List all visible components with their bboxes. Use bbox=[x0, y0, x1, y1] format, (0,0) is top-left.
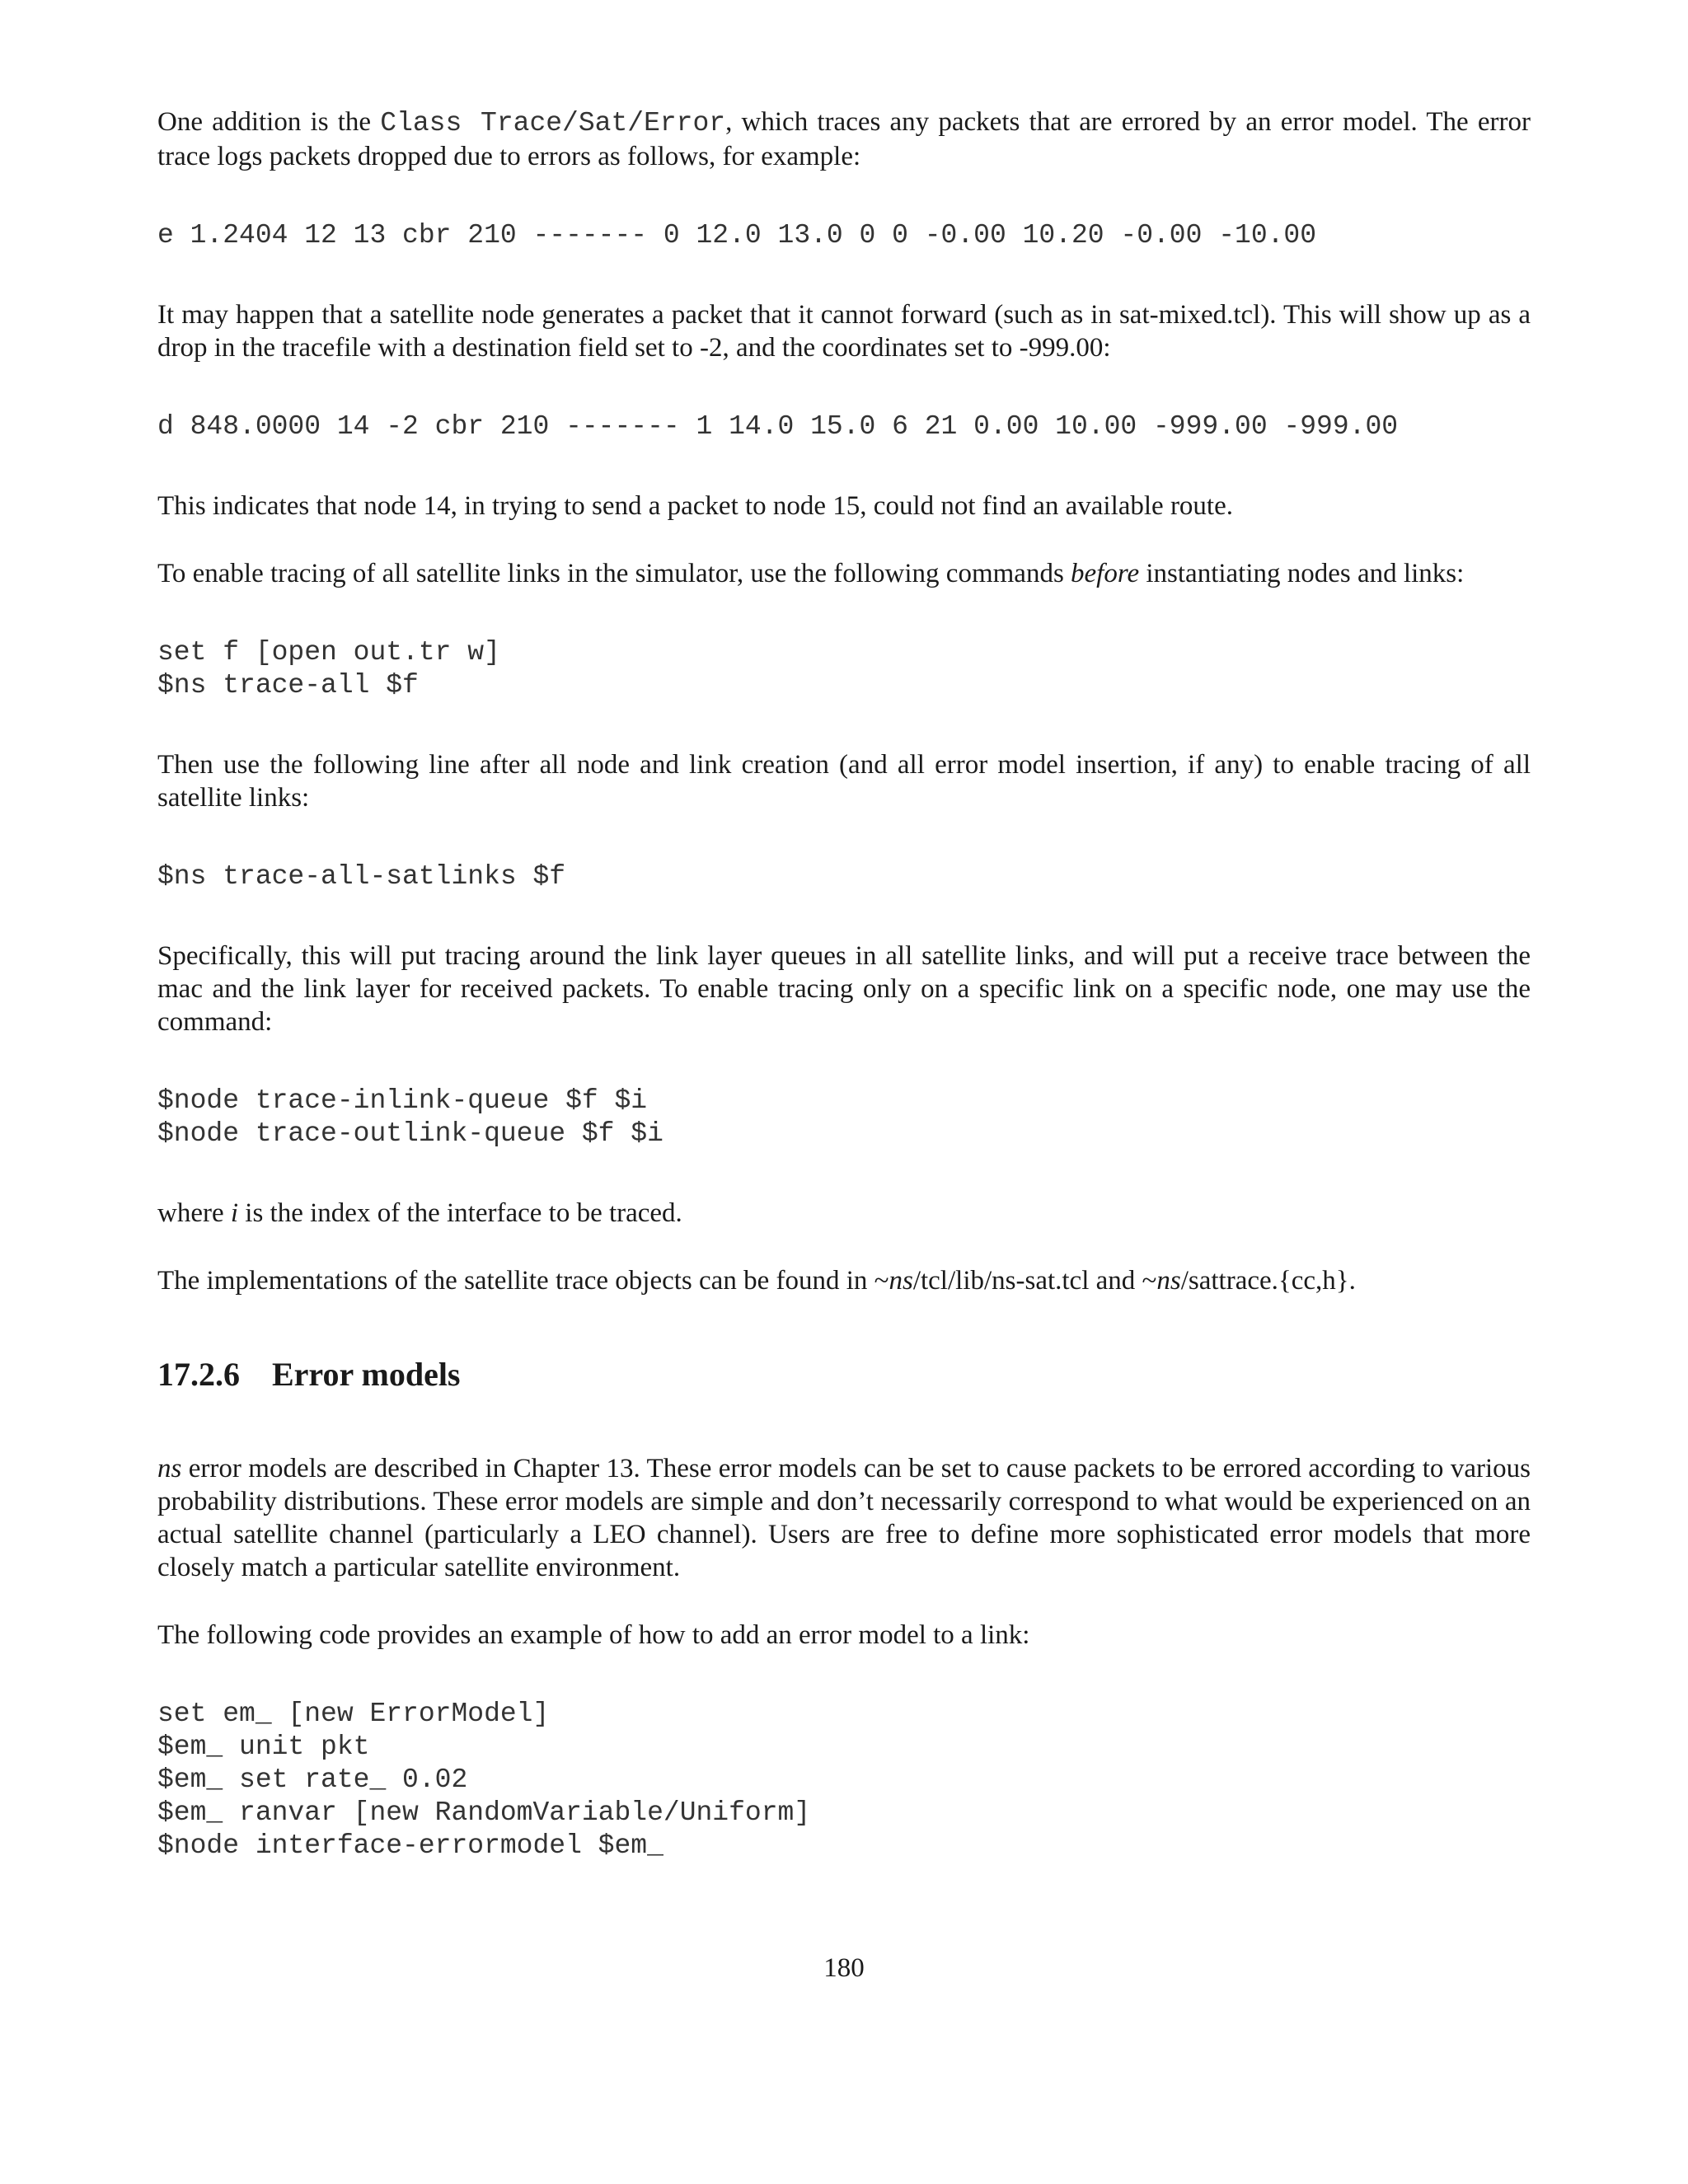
paragraph-drop-trace: It may happen that a satellite node generates a packet that it cannot forward (such as in sat-mixed.tcl). This will show up as a drop in the tracefile with a destination field set to -2, and the coordinates set to -999.00: bbox=[157, 300, 1531, 363]
code-block-open-trace: set f [open out.tr w] $ns trace-all $f bbox=[157, 637, 500, 701]
code-block-error-model-example: set em_ [new ErrorModel] $em_ unit pkt $em_ set rate_ 0.02 $em_ ranvar [new RandomVariable/Uniform] $node interface-errormodel $em_ bbox=[157, 1699, 811, 1861]
paragraph-error-trace-intro: One addition is the Class Trace/Sat/Error, which traces any packets that are errored by an error model. The error trace logs packets dropped due to errors as follows, for example: bbox=[157, 107, 1531, 171]
inline-code-class-trace-sat-error: Class Trace/Sat/Error bbox=[380, 108, 726, 138]
code-block-drop-trace-example: d 848.0000 14 -2 cbr 210 ------- 1 14.0 15.0 6 21 0.00 10.00 -999.00 -999.00 bbox=[157, 411, 1399, 442]
paragraph-enable-tracing: To enable tracing of all satellite links in the simulator, use the following commands before instantiating nodes and links: bbox=[157, 559, 1465, 588]
document-page bbox=[157, 105, 1531, 1863]
code-block-error-trace-example: e 1.2404 12 13 cbr 210 ------- 0 12.0 13.0 0 0 -0.00 10.20 -0.00 -10.00 bbox=[157, 220, 1317, 251]
section-number: 17.2.6 bbox=[157, 1356, 240, 1393]
paragraph-interface-index: where i is the index of the interface to be traced. bbox=[157, 1198, 682, 1228]
paragraph-no-route: This indicates that node 14, in trying to send a packet to node 15, could not find an available route. bbox=[157, 491, 1233, 521]
paragraph-specific-link-tracing: Specifically, this will put tracing around the link layer queues in all satellite links, and will put a receive trace between the mac and the link layer for received packets. To enable tracing only on a specific link on a specific node, one may use the command: bbox=[157, 941, 1531, 1037]
code-block-trace-all-satlinks: $ns trace-all-satlinks $f bbox=[157, 861, 566, 892]
paragraph-error-models-description: ns error models are described in Chapter 13. These error models can be set to cause packets to be errored according to various probability distributions. These error models are simple and don’t necessarily correspond to what would be experienced on an actual satellite channel (particularly a LEO channel). Users are free to define more sophisticated error models that more closely match a particular satellite environment. bbox=[157, 1454, 1531, 1582]
section-heading-error-models bbox=[157, 1355, 1531, 1394]
code-block-link-queue-trace: $node trace-inlink-queue $f $i $node trace-outlink-queue $f $i bbox=[157, 1085, 663, 1149]
paragraph-trace-all-satlinks: Then use the following line after all node and link creation (and all error model insertion, if any) to enable tracing of all satellite links: bbox=[157, 750, 1531, 813]
paragraph-implementation-location: The implementations of the satellite trace objects can be found in ~ns/tcl/lib/ns-sat.tcl and ~ns/sattrace.{cc,h}. bbox=[157, 1266, 1356, 1296]
section-title: Error models bbox=[272, 1356, 461, 1393]
paragraph-error-model-example-intro: The following code provides an example of how to add an error model to a link: bbox=[157, 1620, 1030, 1650]
page-number: 180 bbox=[823, 1953, 865, 1983]
